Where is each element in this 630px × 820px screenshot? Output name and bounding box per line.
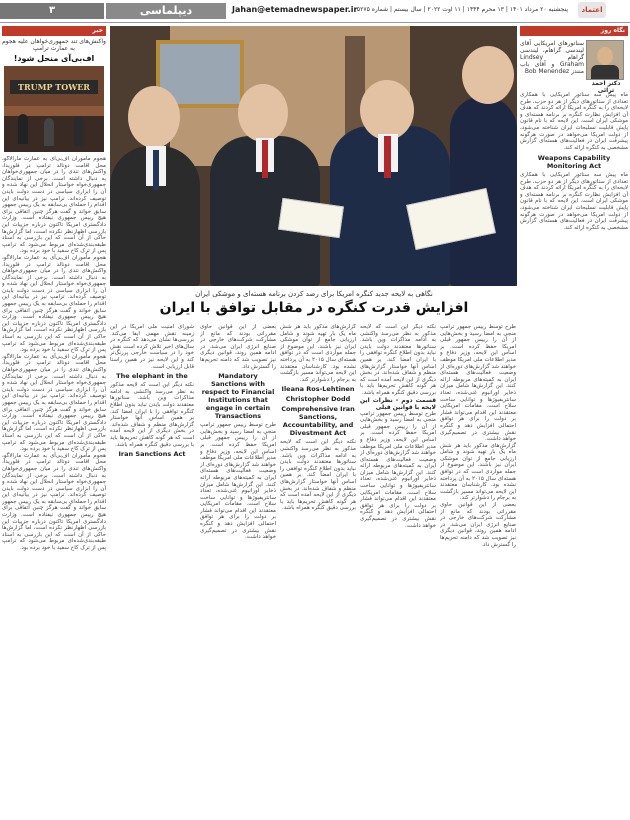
section-banner: دیپلماسی: [106, 3, 226, 19]
article-col2-text-cont: طرح توسط رییس جمهور ترامپ منجی به امضا رسید و بخش‌هایی از آن را رییس جمهور قبلی امریکا حفظ کرده است. بر اساس این لایحه، وزیر دفاع و مدیر اطلاعات ملی امریکا موظف خواهند شد گزارش‌های دوره‌ای از وضعیت فعالیت‌های هسته‌ای ایران به کمیته‌های مربوطه ارائه کنند. این گزارش‌ها شامل میزان ذخایر اورانیوم غنی‌شده، تعداد سانتریفیوژها و توانایی ساخت سلاح است. مقامات امریکایی معتقدند این اقدام می‌تواند فشار بر دولت را برای هر توافق احتمالی افزایش دهد و کنگره نقش بیشتری در تصمیم‌گیری خواهد داشت.: [360, 410, 436, 529]
author-suit-shape: [591, 65, 619, 79]
opinion-body-wrap: [520, 92, 628, 812]
author-photo: [586, 40, 624, 80]
article-col4-text-cont: طرح توسط رییس جمهور ترامپ منجی به امضا رسید و بخش‌هایی از آن را رییس جمهور قبلی امریکا حفظ کرده است. بر اساس این لایحه، وزیر دفاع و مدیر اطلاعات ملی امریکا موظف خواهند شد گزارش‌های دوره‌ای از وضعیت فعالیت‌های هسته‌ای ایران به کمیته‌های مربوطه ارائه کنند. این گزارش‌ها شامل میزان ذخایر اورانیوم غنی‌شده، تعداد سانتریفیوژها و توانایی ساخت سلاح است. مقامات امریکایی معتقدند این اقدام می‌تواند فشار بر دولت را برای هر توافق احتمالی افزایش دهد و کنگره نقش بیشتری در تصمیم‌گیری خواهد داشت.: [200, 422, 276, 541]
news-body-text-cont: هجوم مأموران اف‌بی‌آی به عمارت مارالاگو، محل اقامت دونالد ترامپ در فلوریدا، واکنش‌های تندی را در میان جمهوری‌خواهان به دنبال داشته است. برخی از نمایندگان جمهوری‌خواه خواستار انحلال این نهاد شده و آن را ابزاری سیاسی در دست دولت بایدن توصیف کرده‌اند. ترامپ نیز در بیانیه‌ای این اقدام را حمله‌ای بی‌سابقه به یک رییس جمهور سابق خواند و گفت هرگز چنین اتفاقی برای هیچ رییس جمهوری نیفتاده است. وزارت دادگستری امریکا تاکنون درباره جزییات این بازرسی اظهارنظر نکرده است، اما گزارش‌ها حاکی از آن است که این بازرسی به اسناد طبقه‌بندی‌شده‌ای مربوط می‌شود که ترامپ پس از ترک کاخ سفید با خود برده بود.: [2, 254, 106, 354]
article-column-1: [440, 324, 516, 814]
article-col3-text-cont: نکته دیگر این است که لایحه مذکور به نظر می‌رسد واکنشی به ادامه مذاکرات وین باشد. سناتورها معتقدند دولت بایدن نباید بدون اطلاع کنگره توافقی را با ایران امضا کند. بر همین اساس آنها خواستار گزارش‌های منظم و شفاف شده‌اند. در بخش دیگری از این لایحه آمده است که هر گونه کاهش تحریم‌ها باید با بررسی دقیق کنگره همراه باشد.: [280, 439, 356, 512]
news-tag: خبر: [2, 26, 106, 36]
page-number: ۳: [48, 5, 56, 16]
article-kicker: نگاهی به لایحه جدید کنگره امریکا برای رصد کردن برنامه هسته‌ای و موشکی ایران: [195, 290, 433, 298]
article-col1-text-cont: گزارش‌های مذکور باید هر شش ماه یک بار تهیه شوند و شامل ارزیابی جامع از توان موشکی ایران نیز باشند. این موضوع از جمله مواردی است که در توافق هسته‌ای سال ۲۰۱۵ به آن پرداخته نشده بود. کارشناسان معتقدند این لایحه می‌تواند مسیر بازگشت به برجام را دشوارتر کند.: [440, 442, 516, 502]
senators-photo: [110, 26, 517, 286]
opinion-column: [520, 26, 628, 816]
news-headline: اف‌بی‌آی منحل شود!: [13, 54, 95, 63]
newspaper-logo: اعتماد: [578, 2, 606, 18]
date-line: پنجشنبه ۲۰ مرداد ۱۴۰۱ | ۱۳ محرم ۱۴۴۴ | ۱۱ اوت ۲۰۲۲ | سال بیستم | شماره ۵۲۷۵: [356, 6, 568, 13]
article-col2-text: نکته دیگر این است که لایحه مذکور به نظر می‌رسد واکنشی به ادامه مذاکرات وین باشد. سناتورها معتقدند دولت بایدن نباید بدون اطلاع کنگره توافقی را با ایران امضا کند. بر همین اساس آنها خواستار گزارش‌های منظم و شفاف شده‌اند. در بخش دیگری از این لایحه آمده است که هر گونه کاهش تحریم‌ها باید با بررسی دقیق کنگره همراه باشد.: [360, 324, 436, 396]
page-header: [0, 0, 630, 23]
latin-elephant: The elephant in the: [116, 372, 188, 381]
latin-act-name: Comprehensive Iran Sanctions, Accountability, and Divestment Act: [281, 405, 355, 438]
article-column-3: [280, 324, 356, 814]
article-col4-text: بعضی از این قوانین حاوی مقرراتی بودند که مانع از مشارکت شرکت‌های خارجی در صنایع انرژی ایران می‌شد. در ادامه همین روند، قوانین دیگری نیز تصویب شد که دامنه تحریم‌ها را گسترش داد.: [200, 324, 276, 370]
opinion-intro: سناتورهای امریکایی آقای لیندسی گراهام، لیندسی گراهام Lindsey Graham و آقای باب منندز Bob Menendez: [520, 40, 584, 75]
latin-sanctions-title: Mandatory Sanctions with respect to Financial Institutions that engage in certain Transactions: [201, 372, 275, 421]
news-body-text-cont3: هجوم مأموران اف‌بی‌آی به عمارت مارالاگو، محل اقامت دونالد ترامپ در فلوریدا، واکنش‌های تندی را در میان جمهوری‌خواهان به دنبال داشته است. برخی از نمایندگان جمهوری‌خواه خواستار انحلال این نهاد شده و آن را ابزاری سیاسی در دست دولت بایدن توصیف کرده‌اند. ترامپ نیز در بیانیه‌ای این اقدام را حمله‌ای بی‌سابقه به یک رییس جمهور سابق خواند و گفت هرگز چنین اتفاقی برای هیچ رییس جمهوری نیفتاده است. وزارت دادگستری امریکا تاکنون درباره جزییات این بازرسی اظهارنظر نکرده است، اما گزارش‌ها حاکی از آن است که این بازرسی به اسناد طبقه‌بندی‌شده‌ای مربوط می‌شود که ترامپ پس از ترک کاخ سفید با خود برده بود.: [2, 452, 106, 552]
article-col5-text-cont: نکته دیگر این است که لایحه مذکور به نظر می‌رسد واکنشی به ادامه مذاکرات وین باشد. سناتورها معتقدند دولت بایدن نباید بدون اطلاع کنگره توافقی را با ایران امضا کند. بر همین اساس آنها خواستار گزارش‌های منظم و شفاف شده‌اند. در بخش دیگری از این لایحه آمده است که هر گونه کاهش تحریم‌ها باید با بررسی دقیق کنگره همراه باشد.: [110, 382, 194, 448]
opinion-body-cont: ماه پیش سه سناتور امریکایی با همکاری تعدادی از سناتورهای دیگر از هر دو حزب، طرح لایحه‌ای را به کنگره امریکا ارائه کردند که هدف آن افزایش نظارت کنگره بر برنامه هسته‌ای و موشکی ایران است. این لایحه که با نام قانون پایش قابلیت تسلیحات ایران شناخته می‌شود، از دولت امریکا می‌خواهد در صورت هرگونه پیشرفت ایران در فعالیت‌های هسته‌ای گزارش مشخصی به کنگره ارائه کند.: [520, 172, 628, 231]
news-body-text-cont2: هجوم مأموران اف‌بی‌آی به عمارت مارالاگو، محل اقامت دونالد ترامپ در فلوریدا، واکنش‌های تندی را در میان جمهوری‌خواهان به دنبال داشته است. برخی از نمایندگان جمهوری‌خواه خواستار انحلال این نهاد شده و آن را ابزاری سیاسی در دست دولت بایدن توصیف کرده‌اند. ترامپ نیز در بیانیه‌ای این اقدام را حمله‌ای بی‌سابقه به یک رییس جمهور سابق خواند و گفت هرگز چنین اتفاقی برای هیچ رییس جمهوری نیفتاده است. وزارت دادگستری امریکا تاکنون درباره جزییات این بازرسی اظهارنظر نکرده است، اما گزارش‌ها حاکی از آن است که این بازرسی به اسناد طبقه‌بندی‌شده‌ای مربوط می‌شود که ترامپ پس از ترک کاخ سفید با خود برده بود.: [2, 353, 106, 453]
article-col2-subhead: قسمت دوم - نظرات این لایحه با قوانین قبلی: [360, 396, 436, 411]
latin-name-1: Ileana Ros-Lehtinen: [281, 385, 355, 394]
article-col1-text: طرح توسط رییس جمهور ترامپ منجی به امضا رسید و بخش‌هایی از آن را رییس جمهور قبلی امریکا حفظ کرده است. بر اساس این لایحه، وزیر دفاع و مدیر اطلاعات ملی امریکا موظف خواهند شد گزارش‌های دوره‌ای از وضعیت فعالیت‌های هسته‌ای ایران به کمیته‌های مربوطه ارائه کنند. این گزارش‌ها شامل میزان ذخایر اورانیوم غنی‌شده، تعداد سانتریفیوژها و توانایی ساخت سلاح است. مقامات امریکایی معتقدند این اقدام می‌تواند فشار بر دولت را برای هر توافق احتمالی افزایش دهد و کنگره نقش بیشتری در تصمیم‌گیری خواهد داشت.: [440, 324, 516, 443]
site-email[interactable]: Jahan@etemadnewspaper.ir: [232, 5, 358, 14]
article-col1-text-cont2: بعضی از این قوانین حاوی مقرراتی بودند که مانع از مشارکت شرکت‌های خارجی در صنایع انرژی ایران می‌شد. در ادامه همین روند، قوانین دیگری نیز تصویب شد که دامنه تحریم‌ها را گسترش داد.: [440, 502, 516, 548]
tower-sign: TRUMP TOWER: [10, 80, 98, 94]
page-number-box: [0, 3, 104, 19]
article-col3-text: گزارش‌های مذکور باید هر شش ماه یک بار تهیه شوند و شامل ارزیابی جامع از توان موشکی ایران نیز باشند. این موضوع از جمله مواردی است که در توافق هسته‌ای سال ۲۰۱۵ به آن پرداخته نشده بود. کارشناسان معتقدند این لایحه می‌تواند مسیر بازگشت به برجام را دشوارتر کند.: [280, 324, 356, 383]
latin-name-2: Christopher Dodd: [285, 395, 351, 404]
article-headline: افزایش قدرت کنگره در مقابل توافق با ایران: [159, 300, 469, 316]
opinion-tag: نگاه روز: [520, 26, 628, 36]
news-kicker: واکنش‌های تند جمهوری‌خواهان علیه هجوم به عمارت ترامپ: [2, 38, 106, 52]
article-col5-text: شورای امنیت ملی امریکا در این زمینه نقش مهمی ایفا می‌کند. بررسی‌ها نشان می‌دهد که کنگره در سال‌های اخیر تلاش کرده است نقش خود را در سیاست خارجی پررنگ‌تر کند و این لایحه نیز در همین راستا قابل ارزیابی است.: [110, 324, 194, 370]
news-column: [2, 26, 106, 816]
opinion-latin-sub: Weapons Capability Monitoring Act: [537, 154, 611, 170]
article-column-2: [360, 324, 436, 814]
author-face-shape: [597, 47, 613, 65]
trump-tower-photo: [4, 66, 104, 152]
news-body-text: هجوم مأموران اف‌بی‌آی به عمارت مارالاگو، محل اقامت دونالد ترامپ در فلوریدا، واکنش‌های تندی را در میان جمهوری‌خواهان به دنبال داشته است. برخی از نمایندگان جمهوری‌خواه خواستار انحلال این نهاد شده و آن را ابزاری سیاسی در دست دولت بایدن توصیف کرده‌اند. ترامپ نیز در بیانیه‌ای این اقدام را حمله‌ای بی‌سابقه به یک رییس جمهور سابق خواند و گفت هرگز چنین اتفاقی برای هیچ رییس جمهوری نیفتاده است. وزارت دادگستری امریکا تاکنون درباره جزییات این بازرسی اظهارنظر نکرده است، اما گزارش‌ها حاکی از آن است که این بازرسی به اسناد طبقه‌بندی‌شده‌ای مربوط می‌شود که ترامپ پس از ترک کاخ سفید با خود برده بود.: [2, 156, 106, 255]
latin-isa: Iran Sanctions Act: [118, 450, 186, 459]
opinion-body: ماه پیش سه سناتور امریکایی با همکاری تعدادی از سناتورهای دیگر از هر دو حزب، طرح لایحه‌ای را به کنگره امریکا ارائه کردند که هدف آن افزایش نظارت کنگره بر برنامه هسته‌ای و موشکی ایران است. این لایحه که با نام قانون پایش قابلیت تسلیحات ایران شناخته می‌شود، از دولت امریکا می‌خواهد در صورت هرگونه پیشرفت ایران در فعالیت‌های هسته‌ای گزارش مشخصی به کنگره ارائه کند.: [520, 92, 628, 151]
author-name: دکتر احمد ثرائی: [591, 80, 621, 94]
article-column-5: [110, 324, 194, 814]
news-body: [2, 156, 106, 816]
article-column-4: [200, 324, 276, 814]
